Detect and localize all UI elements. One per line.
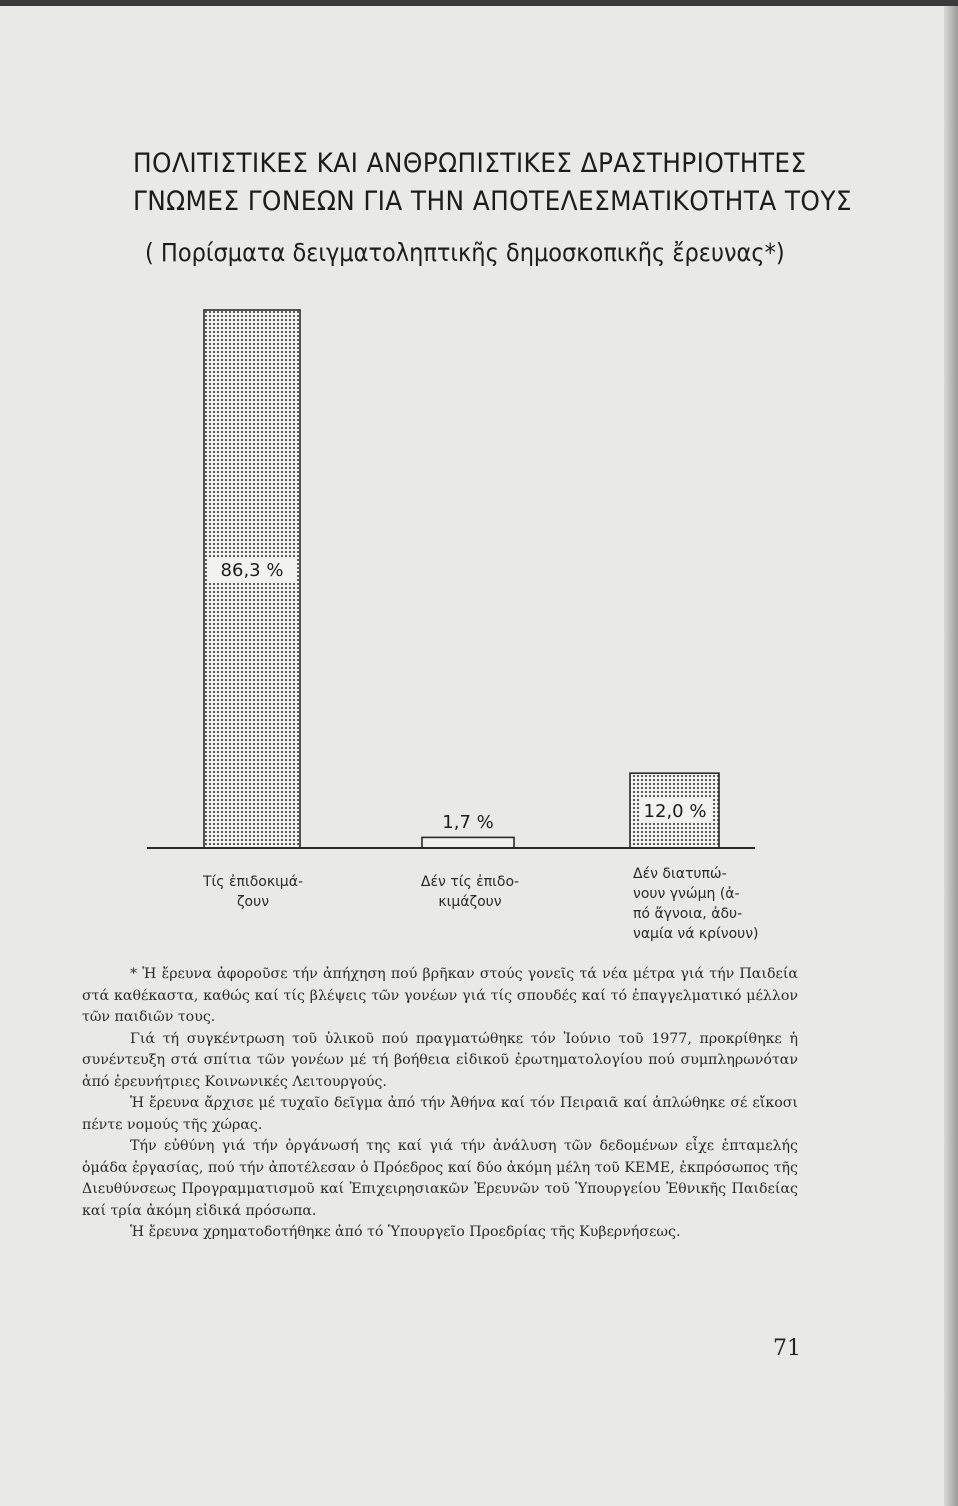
category-label-no-opinion bbox=[633, 864, 793, 944]
footnote bbox=[82, 964, 798, 1244]
value-label-text: 1,7 % bbox=[442, 812, 494, 833]
footnote-paragraph: Τήν εὐθύνη γιά τήν ὀργάνωσή της καί γιά τήν ἀνάλυση τῶν δεδομένων εἶχε ἐπταμελής ὁμάδα ἐργασίας, πού τήν ἀποτέλεσαν ὁ Πρόεδρος καί δύο ἀκόμη μέλη τοῦ ΚΕΜΕ, ἐκπρόσωπος τῆς Διευθύνσεως Προγραμματισμοῦ καί Ἐπιχειρησιακῶν Ἐρευνῶν τοῦ Ὑπουργείου Ἐθνικῆς Παιδείας καί τρία ἀκόμη εἰδικά πρόσωπα. bbox=[82, 1138, 798, 1219]
category-label-line: Τίς ἐπιδοκιμά- bbox=[203, 874, 303, 890]
value-label-text: 86,3 % bbox=[220, 560, 284, 581]
page-title-line1: ΠΟΛΙΤΙΣΤΙΚΕΣ ΚΑΙ ΑΝΘΡΩΠΙΣΤΙΚΕΣ ΔΡΑΣΤΗΡΙΟΤΗΤΕΣ bbox=[133, 148, 807, 179]
subtitle: ( Πορίσματα δειγματοληπτικῆς δημοσκοπικῆς ἔρευνας*) bbox=[145, 238, 785, 267]
category-label-disapprove bbox=[395, 872, 545, 912]
category-label-line: Δέν τίς ἐπιδο- bbox=[420, 874, 520, 890]
footnote-paragraph: Ἡ ἔρευνα ἄρχισε μέ τυχαῖο δεῖγμα ἀπό τήν Ἀθήνα καί τόν Πειραιᾶ καί ἁπλώθηκε σέ εἴκοσι πέντε νομούς τῆς χώρας. bbox=[82, 1095, 798, 1133]
chart-title: ΓΝΩΜΕΣ ΓΟΝΕΩΝ ΓΙΑ ΤΗΝ ΑΠΟΤΕΛΕΣΜΑΤΙΚΟΤΗΤΑ ΤΟΥΣ bbox=[133, 186, 852, 217]
category-label-line: πό ἄγνοια, ἀδυ- bbox=[633, 906, 743, 922]
value-label-no-opinion bbox=[639, 799, 711, 823]
footnote-paragraph: * Ἡ ἔρευνα ἀφοροῦσε τήν ἀπήχηση πού βρῆκαν στούς γονεῖς τά νέα μέτρα γιά τήν Παιδεία στά καθέκαστα, καθώς καί τίς βλέψεις τῶν γονέων γιά τίς σπουδές καί τό ἐπαγγελματικό μέλλον τῶν παιδιῶν τους. bbox=[82, 966, 798, 1025]
category-label-line: ναμία νά κρίνουν) bbox=[633, 926, 759, 942]
page-number: 71 bbox=[773, 1336, 801, 1361]
category-label-line: νουν γνώμη (ἀ- bbox=[633, 886, 740, 902]
bar-chart bbox=[0, 6, 958, 966]
category-label-line: Δέν διατυπώ- bbox=[633, 866, 727, 882]
value-label-approve bbox=[209, 558, 295, 582]
category-label-line: κιμάζουν bbox=[438, 894, 502, 910]
footnote-paragraph: Γιά τή συγκέντρωση τοῦ ὑλικοῦ πού πραγματώθηκε τόν Ἰούνιο τοῦ 1977, προκρίθηκε ἡ συνέντευξη στά σπίτια τῶν γονέων μέ τή βοήθεια εἰδικοῦ ἐρωτηματολογίου πού συμπληρωνόταν ἀπό ἐρευνήτριες Κοινωνικές Λειτουργούς. bbox=[82, 1030, 798, 1090]
bar-disapprove bbox=[422, 837, 514, 848]
category-label-approve bbox=[178, 872, 328, 912]
category-label-line: ζουν bbox=[236, 894, 270, 910]
footnote-paragraph: Ἡ ἔρευνα χρηματοδοτήθηκε ἀπό τό Ὑπουργεῖο Προεδρίας τῆς Κυβερνήσεως. bbox=[130, 1224, 681, 1240]
value-label-text: 12,0 % bbox=[643, 801, 707, 822]
value-label-disapprove bbox=[442, 812, 493, 833]
